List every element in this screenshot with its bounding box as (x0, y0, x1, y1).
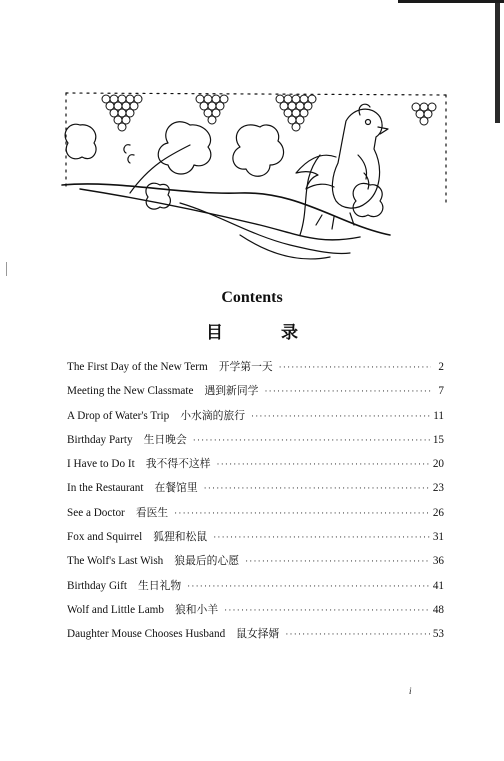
toc-entry-chinese: 狐狸和松鼠 (153, 530, 208, 544)
grapevine-bird-illustration (60, 85, 452, 275)
toc-entry-english: Meeting the New Classmate (67, 385, 194, 398)
toc-entry-english: Fox and Squirrel (67, 531, 143, 544)
toc-entry[interactable] (67, 602, 444, 626)
dot-leader (279, 362, 431, 372)
toc-entry-page: 7 (438, 385, 444, 398)
table-of-contents (67, 359, 444, 651)
toc-entry-english: The First Day of the New Term (67, 361, 208, 373)
dot-leader (245, 556, 430, 566)
page-folio: i (409, 686, 412, 696)
toc-entry-english: Birthday Party (67, 433, 133, 446)
toc-entry-page: 36 (432, 555, 444, 568)
dot-leader (213, 532, 430, 542)
dot-leader (224, 605, 430, 615)
dot-leader (264, 386, 431, 396)
dot-leader (204, 483, 430, 493)
toc-entry-english: See a Doctor (67, 506, 125, 519)
toc-entry-chinese: 狼最后的心愿 (174, 554, 240, 568)
toc-entry[interactable] (67, 626, 444, 650)
toc-entry-english: Wolf and Little Lamb (67, 603, 164, 616)
toc-entry-chinese: 狼和小羊 (174, 602, 219, 616)
toc-entry[interactable] (67, 456, 444, 480)
toc-entry-page: 53 (432, 628, 444, 641)
contents-heading: Contents (221, 289, 283, 306)
scan-edge-mark (495, 3, 500, 123)
toc-entry[interactable] (67, 480, 444, 504)
toc-entry[interactable] (67, 529, 444, 553)
toc-entry-english: Daughter Mouse Chooses Husband (67, 628, 226, 641)
dot-leader (251, 411, 430, 421)
toc-entry-page: 48 (432, 603, 444, 616)
toc-entry[interactable] (67, 359, 444, 383)
toc-entry[interactable] (67, 383, 444, 407)
toc-entry-page: 23 (432, 482, 444, 495)
toc-entry-english: The Wolf's Last Wish (67, 555, 164, 568)
toc-entry-chinese: 我不得不这样 (145, 457, 211, 471)
toc-entry-chinese: 看医生 (135, 505, 169, 519)
toc-entry[interactable] (67, 553, 444, 577)
toc-entry-page: 2 (438, 361, 444, 373)
contents-heading-chinese: 目 录 (206, 323, 324, 343)
toc-entry-chinese: 开学第一天 (218, 360, 273, 373)
toc-entry[interactable] (67, 432, 444, 456)
toc-entry-chinese: 生日晚会 (143, 432, 187, 446)
toc-entry[interactable] (67, 505, 444, 529)
toc-entry-chinese: 鼠女择婿 (236, 627, 280, 641)
toc-entry-page: 11 (433, 409, 444, 422)
toc-entry-chinese: 遇到新同学 (204, 384, 259, 398)
toc-entry-page: 20 (432, 458, 444, 471)
dot-leader (174, 508, 430, 518)
dot-leader (187, 581, 430, 591)
toc-entry-english: I Have to Do It (67, 458, 135, 471)
toc-entry-page: 31 (432, 531, 444, 544)
toc-entry[interactable] (67, 578, 444, 602)
dot-leader (285, 629, 429, 639)
toc-entry-chinese: 在餐馆里 (154, 481, 198, 495)
toc-entry-page: 15 (432, 433, 444, 446)
toc-entry-chinese: 小水滴的旅行 (180, 408, 246, 422)
toc-entry-page: 26 (432, 506, 444, 519)
dot-leader (217, 459, 430, 469)
toc-entry[interactable] (67, 408, 444, 432)
toc-entry-chinese: 生日礼物 (137, 578, 182, 592)
toc-entry-english: Birthday Gift (67, 579, 127, 592)
scan-edge-mark (398, 0, 504, 3)
toc-entry-english: In the Restaurant (67, 482, 144, 495)
scan-edge-mark (6, 262, 7, 276)
toc-entry-english: A Drop of Water's Trip (67, 409, 170, 422)
dot-leader (193, 435, 430, 445)
toc-entry-page: 41 (432, 579, 444, 592)
